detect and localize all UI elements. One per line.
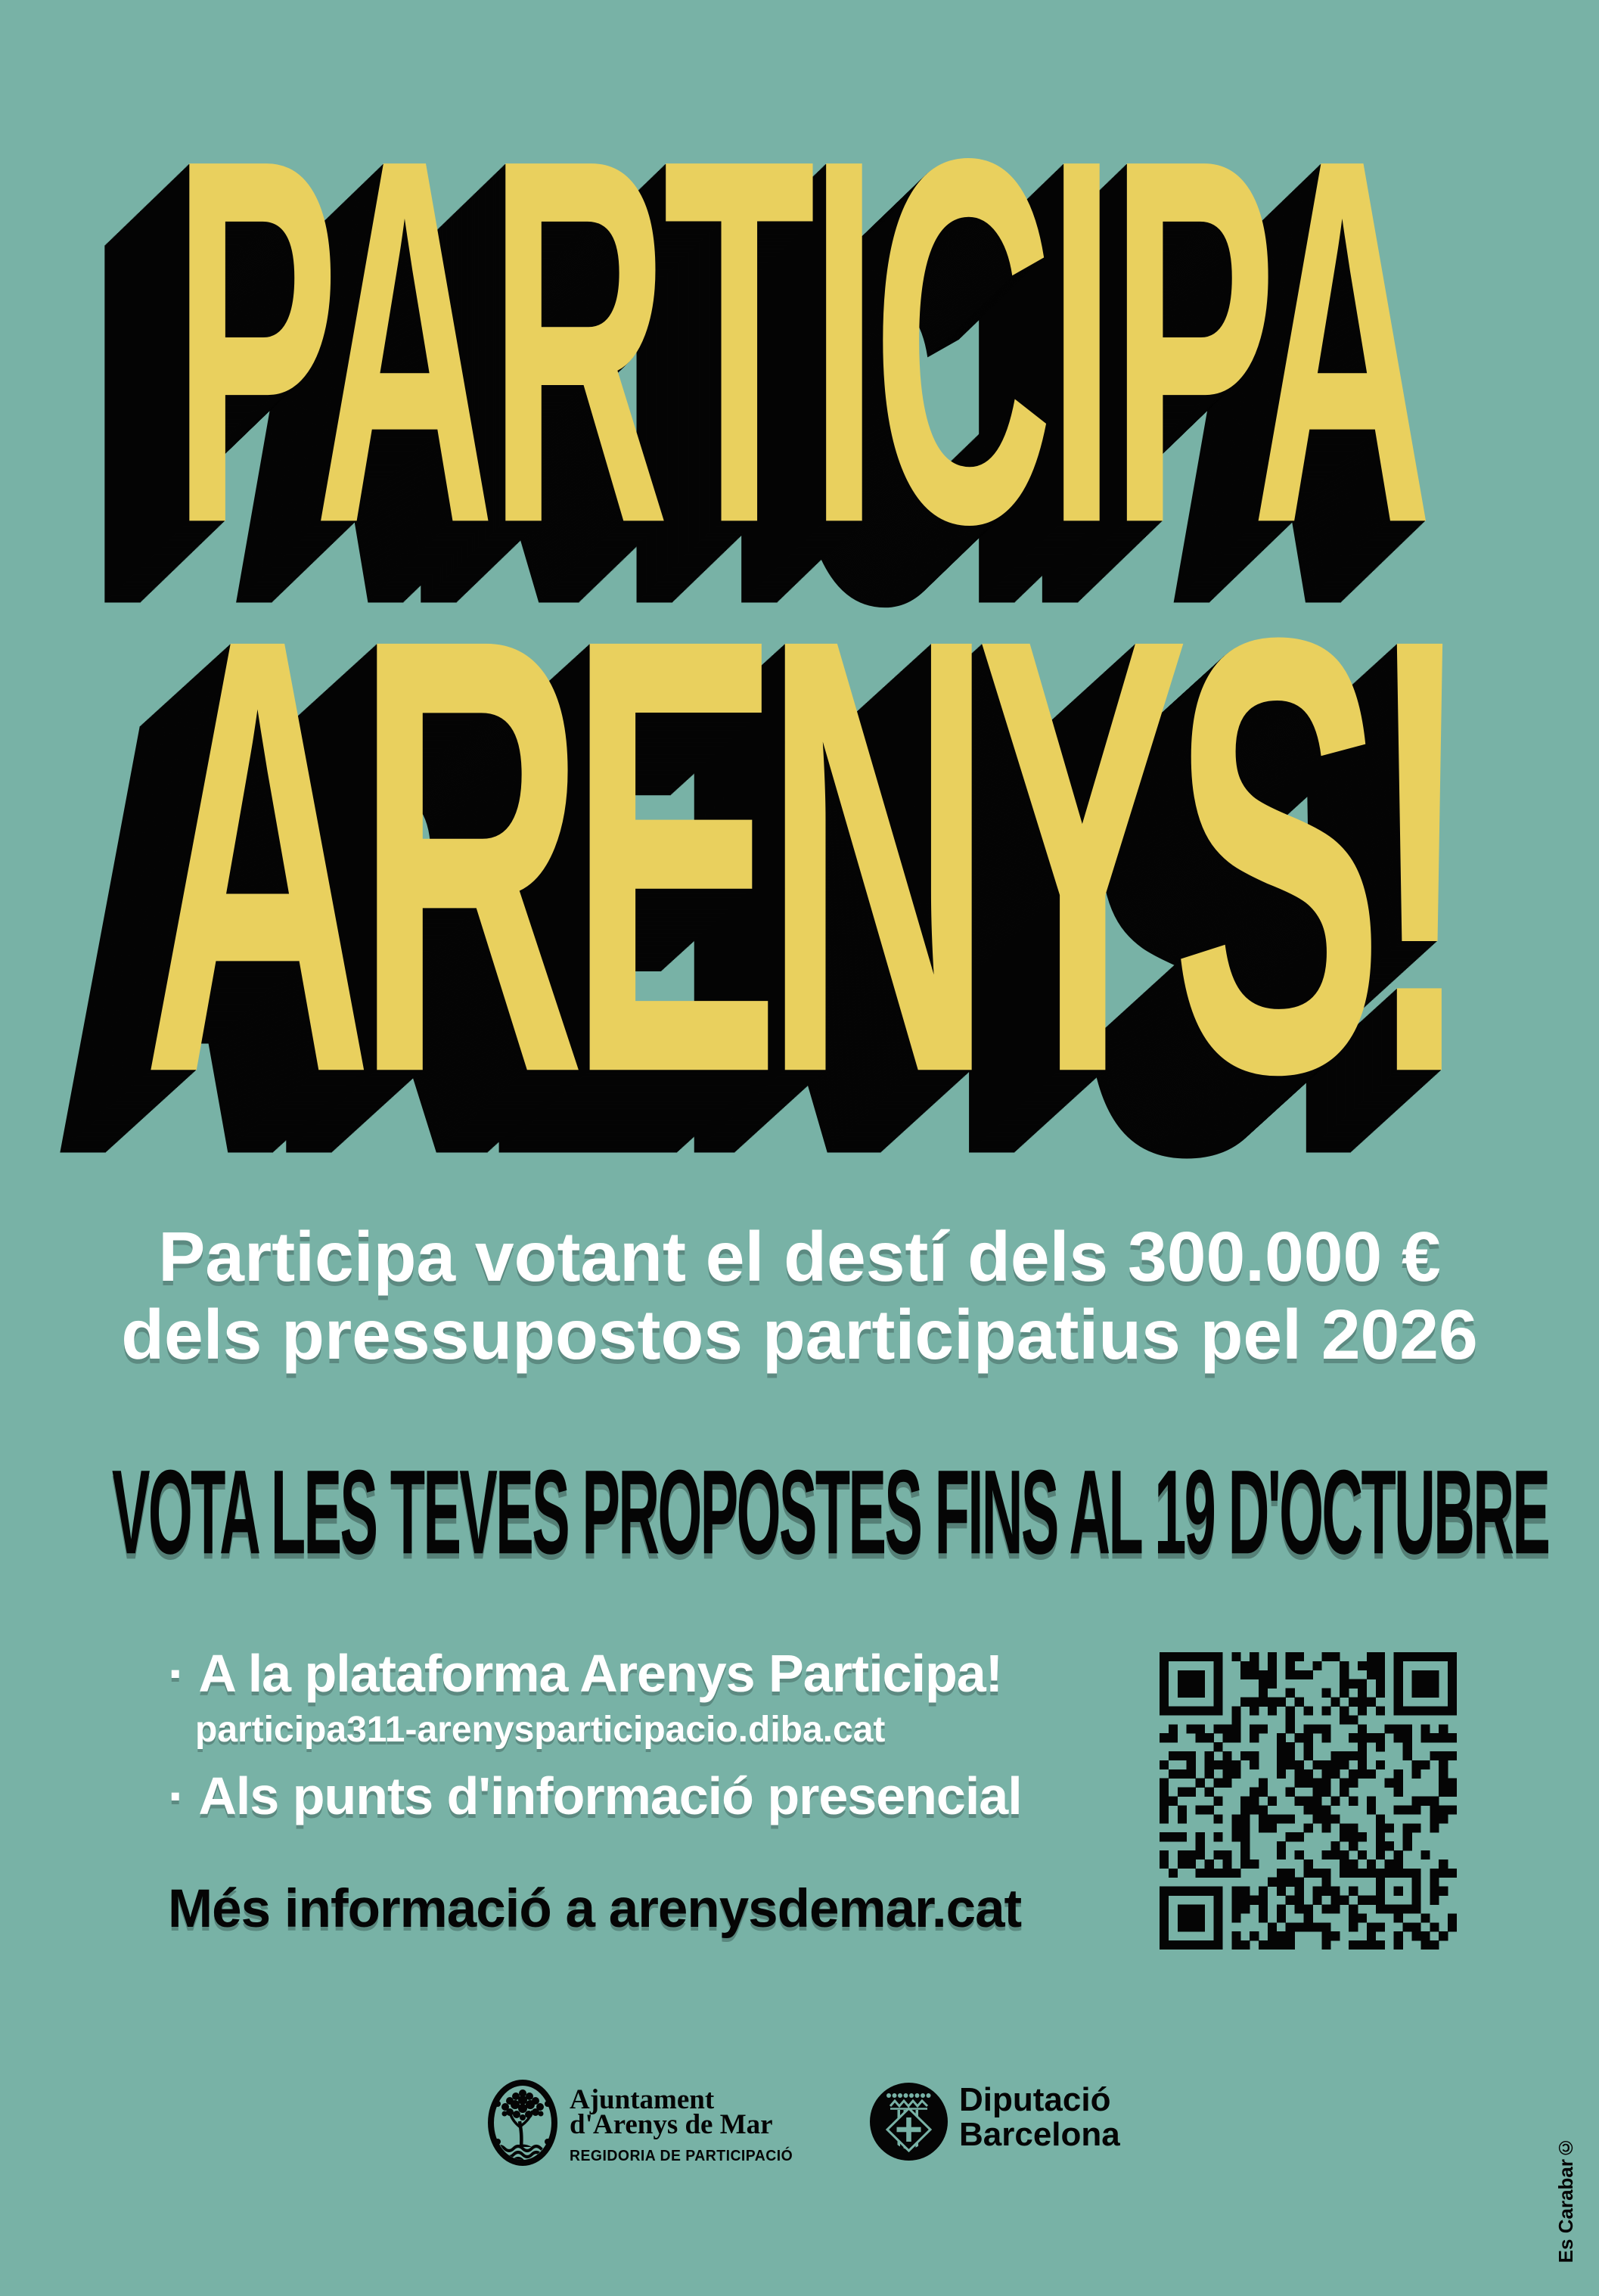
lead-line-2: dels pressupostos participatius pel 2026	[121, 1295, 1478, 1374]
diputacio-line-2: Barcelona	[959, 2116, 1120, 2153]
credit-text: Es Carabar©	[1554, 2136, 1577, 2263]
qr-code	[1160, 1652, 1457, 1950]
deadline-headline: VOTA LES TEVES PROPOSTES FINS AL 19 D'OCTUBRE	[111, 1444, 1549, 1580]
lead-paragraph	[0, 1218, 1599, 1374]
title-arenys: ARENYS!	[142, 511, 1457, 1203]
more-info-line: Més informació a arenysdemar.cat	[168, 1879, 1022, 1939]
bullet-info-points	[168, 1767, 1022, 1825]
platform-url: participa311-arenysparticipacio.diba.cat	[195, 1710, 886, 1750]
ajuntament-seal-icon	[488, 2079, 557, 2167]
diputacio-line-1: Diputació	[959, 2081, 1111, 2118]
bullet-dot-icon: ·	[168, 1766, 185, 1825]
lead-line-1: Participa votant el destí dels 300.000 €	[158, 1217, 1441, 1296]
bullet-dot-icon: ·	[168, 1644, 185, 1703]
title-participa: PARTICIPA	[172, 50, 1427, 631]
ajuntament-line-2: d'Arenys de Mar	[570, 2109, 773, 2140]
bullet-platform-label: A la plataforma Arenys Participa!	[198, 1644, 1003, 1703]
diputacio-seal-icon	[870, 2083, 948, 2161]
ajuntament-subtitle: REGIDORIA DE PARTICIPACIÓ	[570, 2148, 793, 2164]
diputacio-wordmark	[959, 2083, 1120, 2152]
ajuntament-line-1: Ajuntament	[570, 2084, 715, 2115]
bullet-platform	[168, 1645, 1002, 1702]
ajuntament-wordmark	[570, 2084, 773, 2140]
bullet-info-points-label: Als punts d'informació presencial	[198, 1766, 1022, 1825]
